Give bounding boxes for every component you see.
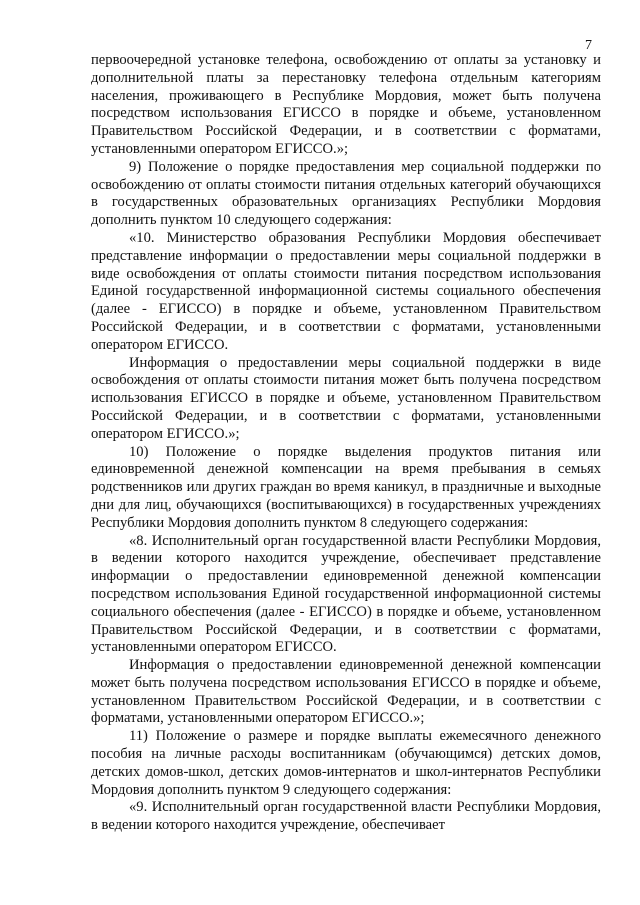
paragraph: «9. Исполнительный орган государственной власти Республики Мордовия, в ведении которого находится учреждение, обеспечивает — [91, 799, 601, 834]
paragraph: 10) Положение о порядке выделения продуктов питания или единовременной денежной компенсации на время пребывания в семьях родственников или других граждан во время каникул, в праздничные и выходные дни для лиц, обучающихся (воспитывающихся) в государственных учреждениях Республики Мордовия дополнить пунктом 8 следующего содержания: — [91, 443, 601, 531]
paragraph: первоочередной установке телефона, освобождению от оплаты за установку и дополнительной платы за перестановку телефона отдельным категориям населения, проживающего в Республике Мордовия, может быть получена посредством использования ЕГИССО в порядке и объеме, установленном Правительством Российской Федерации, и в соответствии с форматами, установленными оператором ЕГИССО.»; — [91, 52, 601, 157]
paragraph: «10. Министерство образования Республики Мордовия обеспечивает представление информации о предоставлении меры социальной поддержки в виде освобождения от оплаты стоимости питания посредством использования Единой государственной информационной системы социального обеспечения (далее - ЕГИССО) в порядке и объеме, установленном Правительством Российской Федерации, и в соответствии с форматами, установленными оператором ЕГИССО. — [91, 229, 601, 353]
document-body — [91, 52, 601, 835]
paragraph: 11) Положение о размере и порядке выплаты ежемесячного денежного пособия на личные расходы воспитанникам (обучающимся) детских домов, детских домов-школ, детских домов-интернатов и школ-интернатов Республики Мордовия дополнить пунктом 9 следующего содержания: — [91, 728, 601, 798]
paragraph: Информация о предоставлении меры социальной поддержки в виде освобождения от оплаты стоимости питания может быть получена посредством использования ЕГИССО в порядке и объеме, установленном Правительством Российской Федерации, и в соответствии с форматами, установленными оператором ЕГИССО.»; — [91, 354, 601, 442]
paragraph: 9) Положение о порядке предоставления мер социальной поддержки по освобождению от оплаты стоимости питания отдельных категорий обучающихся в государственных образовательных организациях Республики Мордовия дополнить пунктом 10 следующего содержания: — [91, 158, 601, 229]
page-number: 7 — [585, 38, 592, 53]
paragraph: «8. Исполнительный орган государственной власти Республики Мордовия, в ведении которого находится учреждение, обеспечивает представление информации о предоставлении единовременной денежной компенсации посредством использования Единой государственной информационной системы социального обеспечения (далее - ЕГИССО) в порядке и объеме, установленном Правительством Российской Федерации, и в соответствии с форматами, установленными оператором ЕГИССО. — [91, 532, 601, 656]
paragraph: Информация о предоставлении единовременной денежной компенсации может быть получена посредством использования ЕГИССО в порядке и объеме, установленном Правительством Российской Федерации, и в соответствии с форматами, установленными оператором ЕГИССО.»; — [91, 657, 601, 727]
